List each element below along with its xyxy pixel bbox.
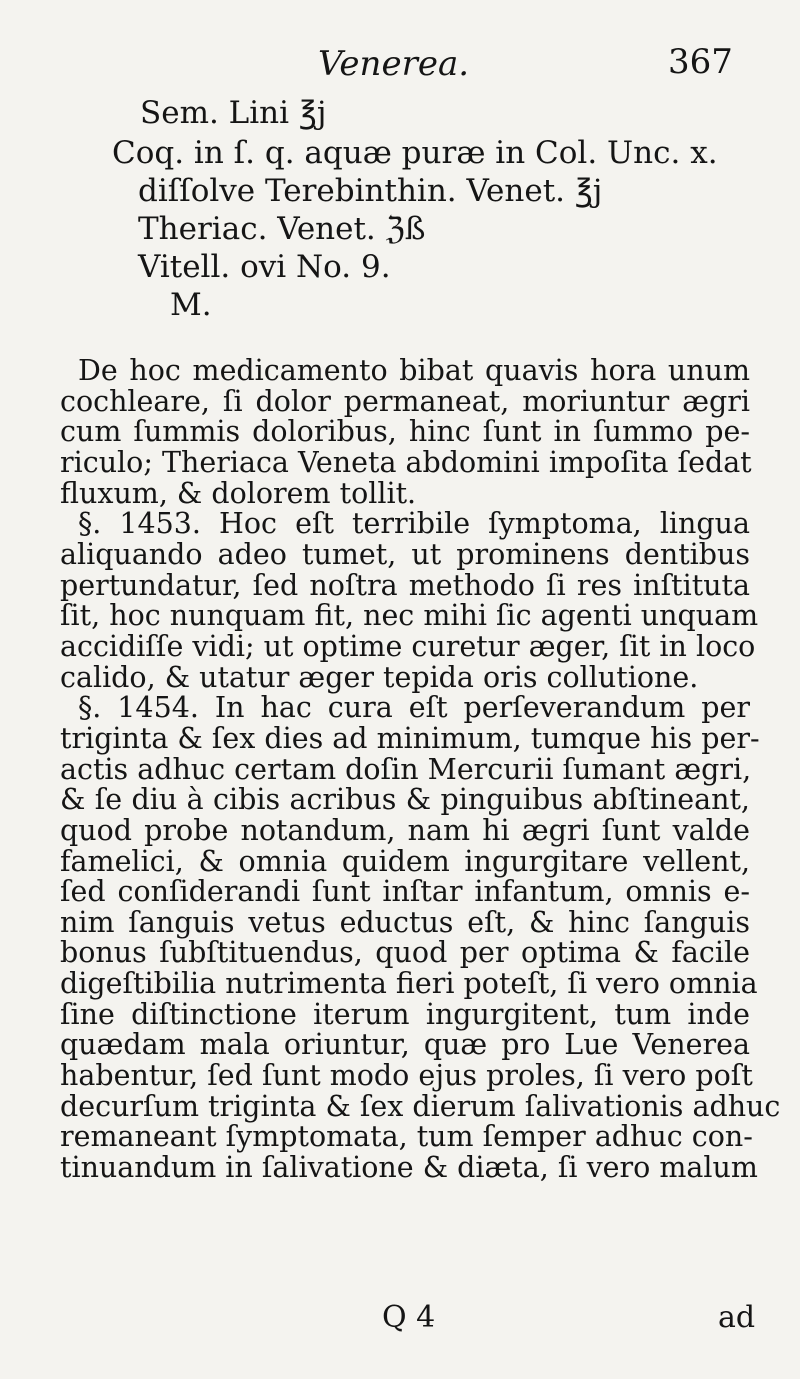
recipe-line: M.	[170, 287, 212, 323]
text-line: habentur, ſed ſunt modo ejus proles, ſi vero poſt	[60, 1059, 753, 1093]
recipe-line: Theriac. Venet. ℨß	[138, 211, 426, 247]
text-line: famelici, & omnia quidem ingurgitare vellent,	[60, 844, 750, 878]
text-line: quædam mala oriuntur, quæ pro Lue Venerea	[60, 1028, 750, 1062]
body-text	[60, 354, 781, 1185]
text-line: bonus ſubſtituendus, quod per optima & facile	[60, 936, 750, 970]
text-line: §. 1454. In hac cura eſt perſeverandum per	[78, 691, 750, 725]
text-line: riculo; Theriaca Veneta abdomini impoſita ſedat	[60, 445, 752, 479]
text-line: aliquando adeo tumet, ut prominens dentibus	[60, 537, 750, 571]
text-line: ſed conſiderandi ſunt inſtar infantum, omnis e-	[60, 875, 750, 909]
text-line: §. 1453. Hoc eſt terribile ſymptoma, lingua	[78, 507, 750, 541]
text-line: ſit, hoc nunquam fit, nec mihi ſic agenti unquam	[60, 599, 759, 633]
text-line: cum ſummis doloribus, hinc ſunt in ſummo pe-	[60, 415, 750, 449]
recipe-line: Coq. in ſ. q. aquæ puræ in Col. Unc. x.	[112, 135, 718, 171]
running-title: Venerea.	[318, 44, 470, 84]
text-line: decurſum triginta & ſex dierum ſalivationis adhuc	[60, 1089, 781, 1123]
text-line: tinuandum in ſalivatione & diæta, ſi vero malum	[60, 1151, 758, 1185]
text-line: calido, & utatur æger tepida oris collutione.	[60, 660, 699, 694]
text-line: fluxum, & dolorem tollit.	[60, 476, 417, 510]
recipe-line: Vitell. ovi No. 9.	[138, 249, 391, 285]
text-line: ſine diſtinctione iterum ingurgitent, tum inde	[60, 997, 750, 1031]
text-line: digeſtibilia nutrimenta fieri poteſt, ſi vero omnia	[60, 967, 758, 1001]
catchword: ad	[718, 1300, 756, 1335]
text-line: accidiſſe vidi; ut optime curetur æger, ſit in loco	[60, 629, 756, 663]
text-line: triginta & ſex dies ad minimum, tumque his per-	[60, 721, 760, 755]
recipe-line: diſſolve Terebinthin. Venet. ℥j	[138, 173, 603, 209]
text-line: pertundatur, ſed noſtra methodo ſi res inſtituta	[60, 568, 750, 602]
recipe-line: Sem. Lini ℥j	[140, 95, 327, 131]
text-line: actis adhuc certam doſin Mercurii ſumant ægri,	[60, 752, 752, 786]
text-line: cochleare, ſi dolor permaneat, moriuntur ægri	[60, 384, 750, 418]
text-line: De hoc medicamento bibat quavis hora unum	[78, 354, 750, 387]
text-line: quod probe notandum, nam hi ægri ſunt valde	[60, 813, 750, 847]
text-line: remaneant ſymptomata, tum ſemper adhuc con-	[60, 1120, 753, 1154]
signature-mark: Q 4	[382, 1300, 436, 1335]
text-line: & ſe diu à cibis acribus & pinguibus abſtineant,	[60, 783, 750, 817]
page-number: 367	[668, 42, 733, 82]
text-line: nim ſanguis vetus eductus eſt, & hinc ſanguis	[60, 905, 750, 939]
